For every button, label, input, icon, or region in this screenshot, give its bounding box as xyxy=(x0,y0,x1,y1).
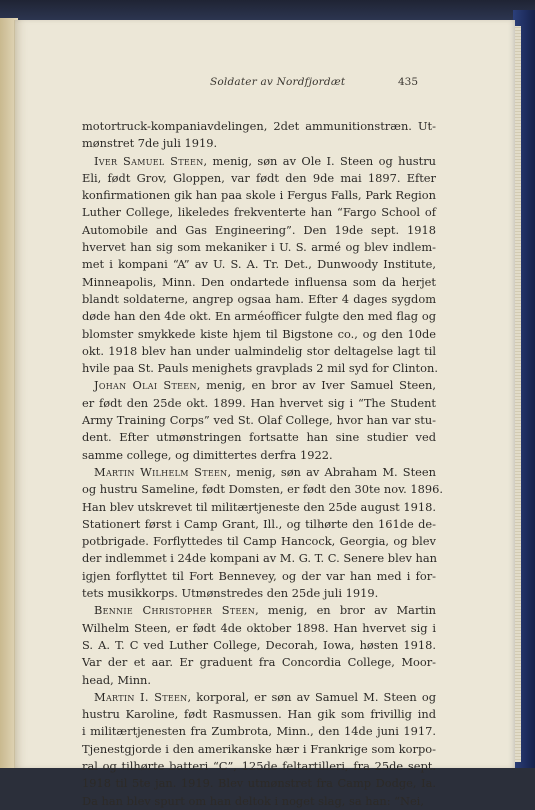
text-line xyxy=(82,447,436,464)
line-text: , menig, en bror av Iver Samuel Steen, xyxy=(196,378,436,393)
line-text: blandt soldaterne, angrep ogsaa ham. Efter 4 dages sygdom xyxy=(82,291,436,306)
line-text: , menig, søn av Ole I. Steen og hustru xyxy=(203,153,437,168)
line-text: 1918 til 5te jan. 1919. Blev utmønstret fra Camp Dodge, Ia. xyxy=(82,776,436,791)
line-text: Army Training Corps” ved St. Olaf College, hvor han var stu- xyxy=(82,413,436,428)
text-line xyxy=(82,429,436,446)
person-name: Martin I. Steen xyxy=(94,689,188,704)
line-text: motortruck-kompaniavdelingen, 2det ammunitionstræn. Ut- xyxy=(82,119,436,133)
text-line xyxy=(82,118,436,135)
text-line xyxy=(82,377,436,394)
line-text: hvile paa St. Pauls menighets gravplads 2 mil syd for Clinton. xyxy=(82,361,438,376)
text-line xyxy=(82,256,436,273)
line-text: , menig, søn av Abraham M. Steen xyxy=(227,464,436,479)
text-line xyxy=(82,204,436,221)
line-text: blomster smykkede kiste hjem til Bigstone co., og den 10de xyxy=(82,326,436,341)
text-line xyxy=(82,758,436,775)
text-line xyxy=(82,187,436,204)
line-text: tets musikkorps. Utmønstredes den 25de juli 1919. xyxy=(82,586,379,601)
line-text: Tjenestgjorde i den amerikanske hær i Frankrige som korpo- xyxy=(82,741,436,756)
text-line xyxy=(82,153,436,170)
text-line xyxy=(82,395,436,412)
text-line xyxy=(82,775,436,792)
line-text: Automobile and Gas Engineering”. Den 19de sept. 1918 xyxy=(82,222,436,237)
page-number: 435 xyxy=(397,76,418,88)
body-text xyxy=(82,118,444,810)
person-name: Johan Olai Steen xyxy=(94,378,197,393)
text-line xyxy=(82,291,436,308)
page-header xyxy=(68,76,420,94)
line-text: konfirmationen gik han paa skole i Fergus Falls, Park Region xyxy=(82,188,436,203)
page-edges xyxy=(515,26,521,762)
paragraph xyxy=(82,464,444,602)
line-text: er født den 25de okt. 1899. Han hvervet sig i “The Student xyxy=(82,395,436,410)
line-text: Luther College, likeledes frekventerte han “Fargo School of xyxy=(82,205,436,220)
line-text: Stationert først i Camp Grant, Ill., og tilhørte den 161de de- xyxy=(82,516,436,531)
line-text: igjen forflyttet til Fort Bennevey, og der var han med i for- xyxy=(82,568,436,583)
line-text: head, Minn. xyxy=(82,672,152,687)
text-line xyxy=(82,222,436,239)
text-line xyxy=(82,550,436,567)
line-text: ral og tilhørte batteri “C”, 125de feltartilleri, fra 25de sept. xyxy=(82,758,436,773)
text-line xyxy=(82,741,436,758)
text-line xyxy=(82,672,436,689)
line-text: samme college, og dimittertes derfra 1922. xyxy=(82,447,333,462)
text-line xyxy=(82,326,436,343)
text-line xyxy=(82,360,436,377)
text-line xyxy=(82,308,436,325)
line-text: Da han blev spurt om han deltok i noget slag, sa han: “Nei, xyxy=(82,793,424,808)
line-text: potbrigade. Forflyttedes til Camp Hancock, Georgia, og blev xyxy=(82,534,436,549)
text-line xyxy=(82,412,436,429)
line-text: Wilhelm Steen, er født 4de oktober 1898. Han hvervet sig i xyxy=(82,620,436,635)
line-text: okt. 1918 blev han under ualmindelig stor deltagelse lagt til xyxy=(82,343,436,358)
paragraph xyxy=(82,153,436,378)
text-line xyxy=(82,620,436,637)
line-text: døde han den 4de okt. En arméofficer fulgte den med flag og xyxy=(82,309,436,324)
line-text: Var der et aar. Er graduent fra Concordia College, Moor- xyxy=(82,655,436,670)
line-text: i militærtjenesten fra Zumbrota, Minn., den 14de juni 1917. xyxy=(82,724,436,739)
line-text: hvervet han sig som mekaniker i U. S. armé og blev indlem- xyxy=(82,240,436,255)
running-title: Soldater av Nordfjordæt xyxy=(210,76,346,88)
person-name: Bennie Christopher Steen xyxy=(94,603,256,618)
line-text: , menig, en bror av Martin xyxy=(255,603,436,618)
text-line xyxy=(82,637,436,654)
line-text: mønstret 7de juli 1919. xyxy=(82,136,218,151)
text-line xyxy=(82,585,436,602)
text-line xyxy=(82,568,436,585)
text-line xyxy=(82,533,436,550)
person-name: Iver Samuel Steen xyxy=(94,153,204,168)
text-line xyxy=(82,274,436,291)
line-text: Minneapolis, Minn. Den ondartede influensa som da herjet xyxy=(82,274,436,289)
line-text: Eli, født Grov, Gloppen, var født den 9de mai 1897. Efter xyxy=(82,170,436,185)
text-line xyxy=(82,464,436,481)
paragraph xyxy=(82,602,436,688)
text-line xyxy=(82,239,436,256)
person-name: Martin Wilhelm Steen xyxy=(94,464,228,479)
text-line xyxy=(82,343,436,360)
line-text: dent. Efter utmønstringen fortsatte han sine studier ved xyxy=(82,430,436,445)
line-text: , korporal, er søn av Samuel M. Steen og xyxy=(187,689,437,704)
line-text: met i kompani “A” av U. S. A. Tr. Det., Dunwoody Institute, xyxy=(82,257,436,272)
text-line xyxy=(82,135,436,152)
text-line xyxy=(82,170,436,187)
line-text: S. A. T. C ved Luther College, Decorah, Iowa, høsten 1918. xyxy=(82,637,436,652)
text-line xyxy=(82,793,436,810)
text-line xyxy=(82,706,436,723)
paragraph xyxy=(82,689,436,810)
line-text: Han blev utskrevet til militærtjeneste den 25de august 1918. xyxy=(82,499,436,514)
text-line xyxy=(82,654,436,671)
text-line xyxy=(82,723,436,740)
line-text: hustru Karoline, født Rasmussen. Han gik som frivillig ind xyxy=(82,707,436,722)
book-cover-top xyxy=(0,0,535,20)
text-line xyxy=(82,602,436,619)
line-text: der indlemmet i 24de kompani av M. G. T. C. Senere blev han xyxy=(82,551,437,566)
text-line xyxy=(82,481,444,498)
paragraph xyxy=(82,118,436,153)
line-text: og hustru Sameline, født Domsten, er født den 30te nov. 1896. xyxy=(82,482,444,497)
paragraph xyxy=(82,377,436,463)
text-line xyxy=(82,689,436,706)
text-line xyxy=(82,516,436,533)
text-line xyxy=(82,499,436,516)
